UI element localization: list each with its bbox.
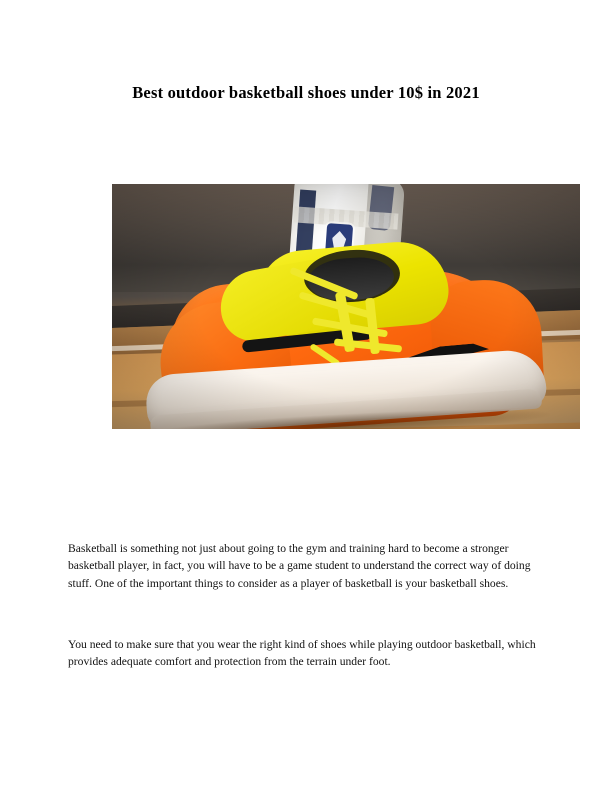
- basketball-shoe-photo: [112, 184, 580, 429]
- body-paragraph-2: You need to make sure that you wear the right kind of shoes while playing outdoor basketball, which provides adequate comfort and protection from the terrain under foot.: [68, 637, 536, 669]
- photo-canvas: [112, 184, 580, 429]
- body-paragraph-1: Basketball is something not just about going to the gym and training hard to become a stronger basketball player, in fact, you will have to be a game student to understand the correct way of doing stuff. One of the important things to consider as a player of basketball is your basketball shoes.: [68, 541, 531, 590]
- photo-vignette: [112, 184, 580, 429]
- page-title: Best outdoor basketball shoes under 10$ in 2021: [132, 83, 480, 103]
